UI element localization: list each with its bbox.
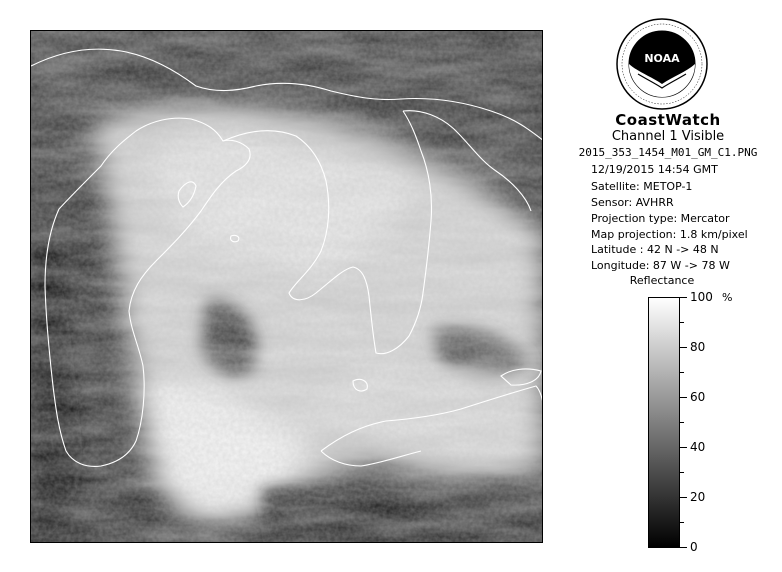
satellite-label: Satellite: METOP-1 — [591, 180, 693, 193]
map-projection-label: Map projection: 1.8 km/pixel — [591, 228, 748, 241]
colorbar-tick-label: 20 — [690, 490, 706, 504]
sensor-label: Sensor: AVHRR — [591, 196, 674, 209]
unit-label: % — [722, 291, 733, 304]
latitude-label: Latitude : 42 N -> 48 N — [591, 243, 719, 256]
colorbar-tick-label: 80 — [690, 340, 706, 354]
satellite-map[interactable] — [30, 30, 543, 543]
legend-title: Reflectance — [629, 274, 695, 287]
satellite-map-svg — [31, 31, 543, 543]
noise-texture — [31, 31, 543, 543]
colorbar-tick-label: 40 — [690, 440, 706, 454]
product-title: CoastWatch — [615, 111, 721, 129]
channel-label: Channel 1 Visible — [611, 129, 725, 144]
projection-type-label: Projection type: Mercator — [591, 212, 730, 225]
datetime-label: 12/19/2015 14:54 GMT — [591, 163, 718, 176]
colorbar-tick-label: 100 — [690, 290, 713, 304]
reflectance-colorbar — [648, 297, 680, 548]
colorbar-tick-label: 60 — [690, 390, 706, 404]
filename-label: 2015_353_1454_M01_GM_C1.PNG — [578, 146, 758, 159]
noaa-logo — [616, 18, 708, 110]
colorbar-tick-label: 0 — [690, 540, 698, 554]
colorbar-ticks — [680, 297, 740, 548]
longitude-label: Longitude: 87 W -> 78 W — [591, 259, 730, 272]
logo-text: NOAA — [644, 52, 680, 65]
